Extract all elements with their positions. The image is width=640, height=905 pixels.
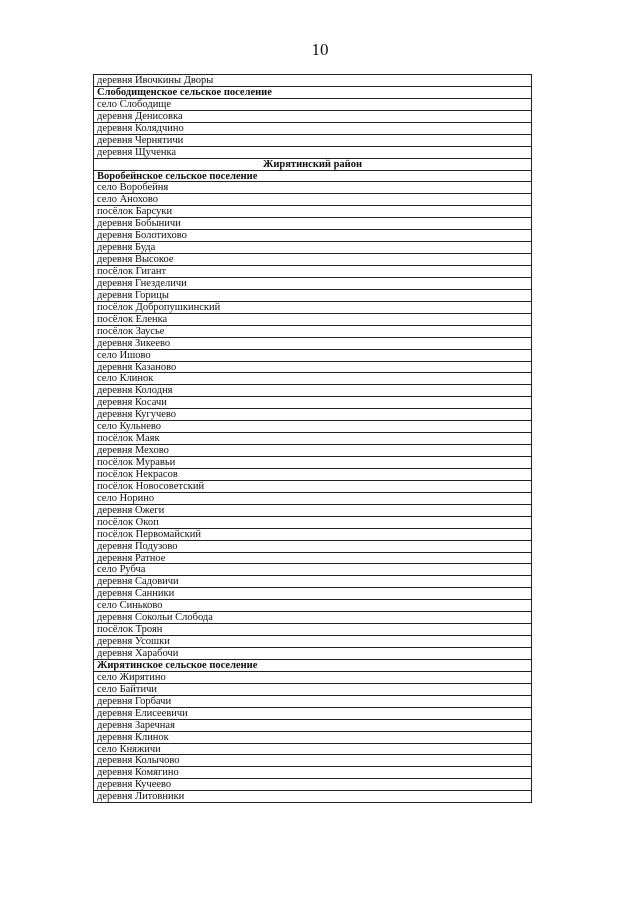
table-row: село Ишово	[94, 350, 531, 362]
table-row: посёлок Троян	[94, 624, 531, 636]
table-row: село Байтичи	[94, 684, 531, 696]
table-row: деревня Бобыничи	[94, 218, 531, 230]
table-row: деревня Зикеево	[94, 338, 531, 350]
table-row: посёлок Муравьи	[94, 457, 531, 469]
table-row: село Жирятино	[94, 672, 531, 684]
table-row: село Клинок	[94, 373, 531, 385]
settlement-header-row: Жирятинское сельское поселение	[94, 660, 531, 672]
table-row: деревня Сокольи Слобода	[94, 612, 531, 624]
table-row: посёлок Гигант	[94, 266, 531, 278]
table-row: деревня Казаново	[94, 362, 531, 374]
table-row: деревня Заречная	[94, 720, 531, 732]
table-row: деревня Садовичи	[94, 576, 531, 588]
table-row: село Княжичи	[94, 744, 531, 756]
table-row: деревня Ратное	[94, 553, 531, 565]
district-title-row: Жирятинский район	[94, 159, 531, 171]
table-row: село Норино	[94, 493, 531, 505]
table-row: деревня Кугучево	[94, 409, 531, 421]
table-row: деревня Елисеевичи	[94, 708, 531, 720]
table-row: деревня Горицы	[94, 290, 531, 302]
table-row: село Кульнево	[94, 421, 531, 433]
settlement-header-row: Слободищенское сельское поселение	[94, 87, 531, 99]
table-row: деревня Буда	[94, 242, 531, 254]
settlement-table	[93, 74, 532, 803]
table-row: деревня Колядчино	[94, 123, 531, 135]
table-row: деревня Косачи	[94, 397, 531, 409]
table-row: посёлок Маяк	[94, 433, 531, 445]
table-row: посёлок Новосоветский	[94, 481, 531, 493]
table-row: село Воробейня	[94, 182, 531, 194]
table-row: посёлок Первомайский	[94, 529, 531, 541]
table-row: деревня Харабочи	[94, 648, 531, 660]
table-row: деревня Санники	[94, 588, 531, 600]
table-row: посёлок Некрасов	[94, 469, 531, 481]
table-row: деревня Колычово	[94, 755, 531, 767]
table-row: деревня Чернятичи	[94, 135, 531, 147]
table-row: деревня Литовники	[94, 791, 531, 803]
table-row: деревня Денисовка	[94, 111, 531, 123]
table-row: деревня Болотихово	[94, 230, 531, 242]
table-row: посёлок Заусье	[94, 326, 531, 338]
table-row: посёлок Еленка	[94, 314, 531, 326]
table-row: село Рубча	[94, 564, 531, 576]
table-row: село Анохово	[94, 194, 531, 206]
table-row: деревня Ивочкины Дворы	[94, 75, 531, 87]
table-row: деревня Клинок	[94, 732, 531, 744]
table-row: посёлок Добропушкинский	[94, 302, 531, 314]
table-row: деревня Комягино	[94, 767, 531, 779]
table-row: деревня Усошки	[94, 636, 531, 648]
table-row: деревня Щученка	[94, 147, 531, 159]
table-row: село Слободище	[94, 99, 531, 111]
table-row: деревня Высокое	[94, 254, 531, 266]
table-row: село Синьково	[94, 600, 531, 612]
table-row: деревня Горбачи	[94, 696, 531, 708]
table-row: деревня Подузово	[94, 541, 531, 553]
table-row: деревня Кучеево	[94, 779, 531, 791]
table-row: посёлок Окоп	[94, 517, 531, 529]
page-number: 10	[311, 40, 329, 59]
table-row: деревня Колодня	[94, 385, 531, 397]
table-row: деревня Мехово	[94, 445, 531, 457]
settlement-header-row: Воробейнское сельское поселение	[94, 171, 531, 183]
table-row: деревня Ожеги	[94, 505, 531, 517]
table-row: посёлок Барсуки	[94, 206, 531, 218]
table-row: деревня Гнезделичи	[94, 278, 531, 290]
